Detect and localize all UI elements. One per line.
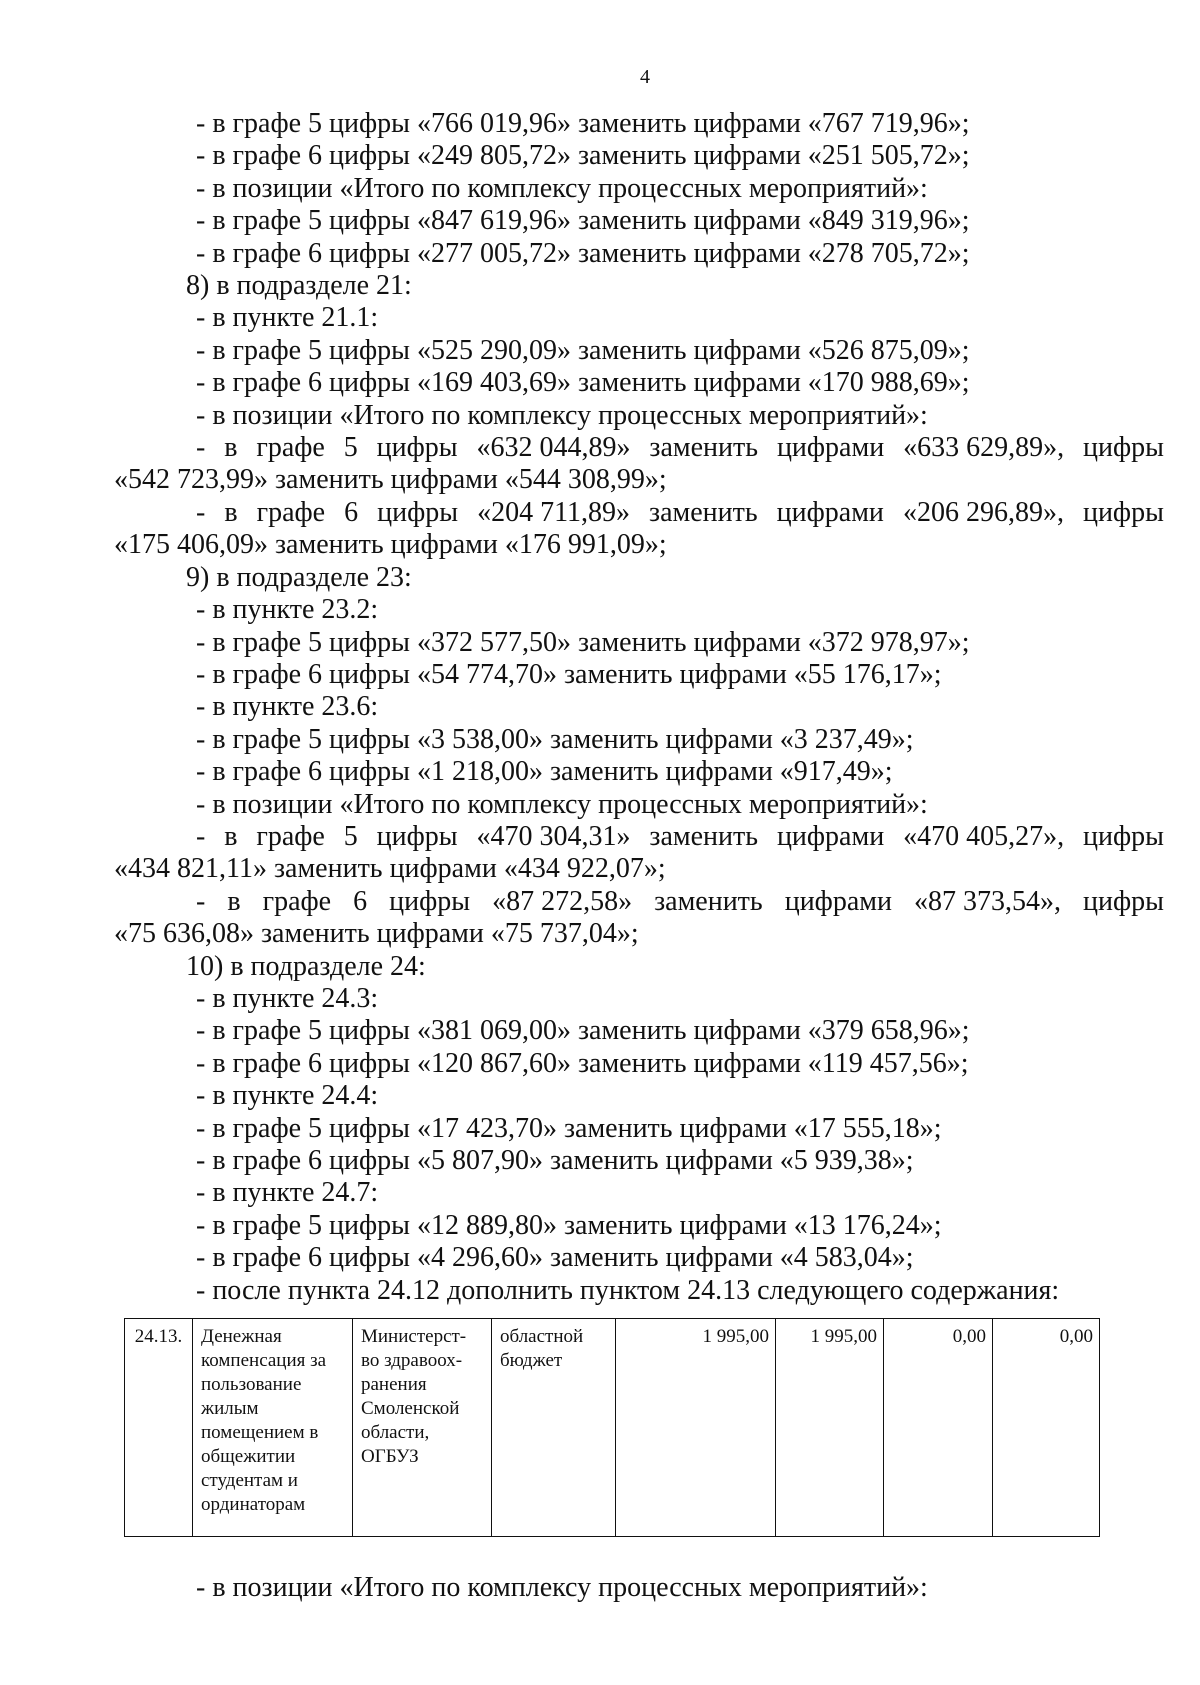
word: в — [224, 496, 238, 528]
word: «87 373,54», — [913, 885, 1061, 917]
word: «470 405,27», — [903, 820, 1065, 852]
text-line: - в графе 6 цифры «169 403,69» заменить цифрами «170 988,69»; — [196, 367, 970, 399]
text-line: - в пункте 23.2: — [196, 594, 379, 626]
section-heading: 8) в подразделе 21: — [186, 270, 412, 302]
word: 5 — [343, 432, 358, 464]
word: «633 629,89», — [903, 432, 1065, 464]
word: цифрами — [776, 432, 885, 464]
text-line: - в графе 6 цифры «277 005,72» заменить цифрами «278 705,72»; — [196, 237, 970, 269]
amendment-table — [124, 1318, 1100, 1537]
word: графе — [256, 432, 325, 464]
word: цифры — [1083, 820, 1164, 852]
word: цифры — [1082, 496, 1164, 528]
year3-amount-cell: 0,00 — [993, 1319, 1100, 1537]
text-line: «75 636,08» заменить цифрами «75 737,04»; — [114, 918, 639, 950]
text-line: - в графе 6 цифры «5 807,90» заменить цифрами «5 939,38»; — [196, 1145, 914, 1176]
justified-line — [114, 497, 1164, 529]
text-line: - в графе 5 цифры «3 538,00» заменить цифрами «3 237,49»; — [196, 723, 914, 755]
text-line: - в графе 6 цифры «249 805,72» заменить цифрами «251 505,72»; — [196, 140, 970, 172]
word: 6 — [353, 885, 368, 917]
word: «470 304,31» — [476, 820, 631, 852]
text-line: - в графе 6 цифры «4 296,60» заменить цифрами «4 583,04»; — [196, 1242, 914, 1274]
section-heading: 9) в подразделе 23: — [186, 561, 412, 593]
measure-name-cell: Денежная компенсация за пользование жилым помещением в общежитии студентам и ординаторам — [193, 1319, 353, 1537]
text-line: - в пункте 24.7: — [196, 1177, 379, 1209]
word: цифры — [376, 820, 458, 852]
page-number: 4 — [640, 66, 650, 88]
word: «206 296,89», — [902, 496, 1064, 528]
justified-line — [114, 432, 1164, 464]
justified-line — [114, 821, 1164, 853]
text-line: - в графе 5 цифры «381 069,00» заменить цифрами «379 658,96»; — [196, 1015, 970, 1047]
text-line: - в позиции «Итого по комплексу процессных мероприятий»: — [196, 788, 928, 820]
word: графе — [262, 885, 332, 917]
text-line: - в пункте 24.3: — [196, 982, 379, 1014]
word: - — [196, 820, 206, 852]
executor-cell: Министерст-во здравоох-ранения Смоленской области, ОГБУЗ — [353, 1319, 492, 1537]
word: заменить — [649, 496, 758, 528]
word: графе — [256, 820, 325, 852]
text-line: - в графе 6 цифры «54 774,70» заменить цифрами «55 176,17»; — [196, 658, 942, 690]
word: цифры — [389, 885, 471, 917]
word: цифрами — [784, 885, 892, 917]
word: 6 — [344, 496, 359, 528]
text-line: - в позиции «Итого по комплексу процессных мероприятий»: — [196, 1572, 928, 1603]
text-line: - в графе 5 цифры «766 019,96» заменить цифрами «767 719,96»; — [196, 108, 970, 139]
text-line: «434 821,11» заменить цифрами «434 922,07»; — [114, 853, 666, 885]
text-line: - в пункте 23.6: — [196, 691, 379, 723]
word: цифры — [1083, 432, 1164, 464]
word: заменить — [649, 820, 759, 852]
word: цифры — [1082, 885, 1164, 917]
word: цифры — [376, 432, 458, 464]
text-line: «175 406,09» заменить цифрами «176 991,09»; — [114, 529, 667, 561]
justified-line — [114, 886, 1164, 918]
word: в — [224, 820, 238, 852]
word: 5 — [343, 820, 358, 852]
text-line: - в пункте 21.1: — [196, 302, 379, 334]
word: «204 711,89» — [477, 496, 631, 528]
text-line: - в графе 6 цифры «1 218,00» заменить цифрами «917,49»; — [196, 756, 893, 788]
word: цифрами — [776, 820, 885, 852]
word: в — [224, 432, 238, 464]
total-amount-cell: 1 995,00 — [616, 1319, 776, 1537]
text-line: - в графе 6 цифры «120 867,60» заменить цифрами «119 457,56»; — [196, 1047, 969, 1079]
word: цифры — [377, 496, 459, 528]
word: «87 272,58» — [492, 885, 633, 917]
word: в — [227, 885, 241, 917]
section-heading: 10) в подразделе 24: — [186, 950, 426, 982]
word: - — [196, 885, 206, 917]
table-row — [125, 1319, 1100, 1537]
word: заменить — [649, 432, 759, 464]
year2-amount-cell: 0,00 — [884, 1319, 993, 1537]
word: графе — [256, 496, 326, 528]
text-line: - в графе 5 цифры «525 290,09» заменить цифрами «526 875,09»; — [196, 334, 970, 366]
word: - — [196, 496, 206, 528]
word: «632 044,89» — [476, 432, 631, 464]
word: - — [196, 432, 206, 464]
text-line: - в позиции «Итого по комплексу процессных мероприятий»: — [196, 172, 928, 204]
word: цифрами — [776, 496, 884, 528]
text-line: - в позиции «Итого по комплексу процессных мероприятий»: — [196, 399, 928, 431]
text-line: - в графе 5 цифры «12 889,80» заменить цифрами «13 176,24»; — [196, 1209, 942, 1241]
year1-amount-cell: 1 995,00 — [776, 1319, 884, 1537]
text-line: - в графе 5 цифры «17 423,70» заменить цифрами «17 555,18»; — [196, 1112, 942, 1144]
text-line: - после пункта 24.12 дополнить пунктом 24.13 следующего содержания: — [196, 1274, 1060, 1306]
text-line: «542 723,99» заменить цифрами «544 308,99»; — [114, 464, 667, 496]
text-line: - в графе 5 цифры «372 577,50» заменить цифрами «372 978,97»; — [196, 626, 970, 658]
item-number-cell: 24.13. — [125, 1319, 193, 1537]
funding-source-cell: областной бюджет — [492, 1319, 616, 1537]
text-line: - в графе 5 цифры «847 619,96» заменить цифрами «849 319,96»; — [196, 205, 970, 237]
text-line: - в пункте 24.4: — [196, 1080, 379, 1112]
word: заменить — [654, 885, 763, 917]
document-body — [114, 108, 1164, 1307]
